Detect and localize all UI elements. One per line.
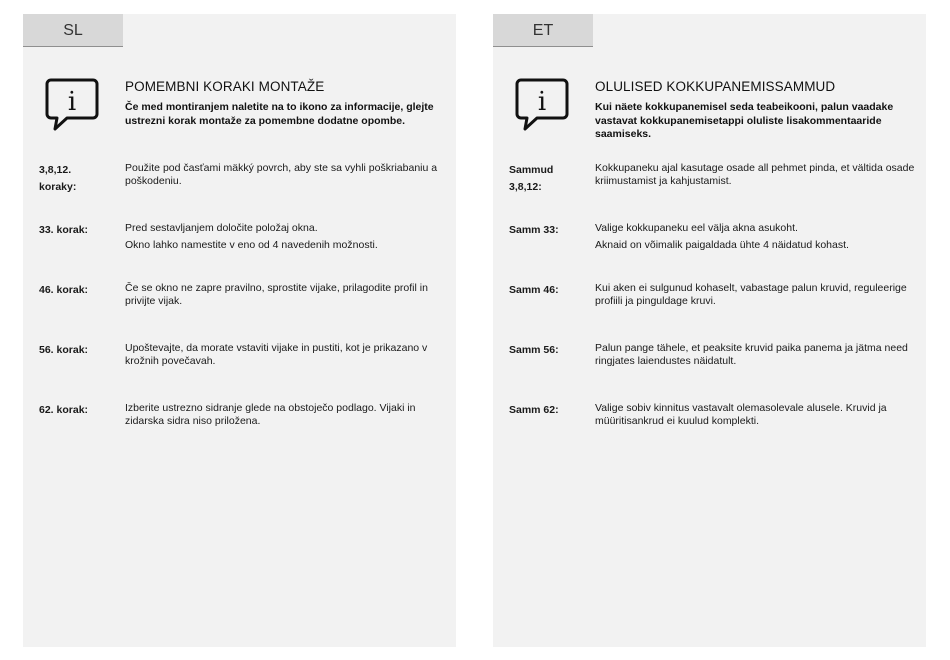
step-text: Valige kokkupaneku eel välja akna asukoht. Aknaid on võimalik paigaldada ühte 4 näidatud kohast. — [595, 222, 849, 251]
step-label: 46. korak: — [39, 284, 89, 296]
page-sl — [23, 14, 456, 647]
step-label: Sammud 3,8,12: — [509, 164, 554, 193]
page-et — [493, 14, 926, 647]
info-speech-bubble-icon — [43, 74, 101, 134]
step-text: Pred sestavljanjem določite položaj okna. Okno lahko namestite v eno od 4 navedenih možnosti. — [125, 222, 378, 251]
step-text: Izberite ustrezno sidranje glede na obstoječo podlago. Vijaki in zidarska sidra niso priložena. — [125, 402, 416, 427]
step-label: Samm 46: — [509, 284, 559, 296]
step-label: Samm 33: — [509, 224, 559, 236]
step-label: 62. korak: — [39, 404, 89, 416]
step-label: 3,8,12. koraky: — [39, 164, 77, 193]
step-text: Valige sobiv kinnitus vastavalt olemasolevale alusele. Kruvid ja müüritisankrud ei kuulud komplekti. — [595, 402, 887, 427]
step-text: Palun pange tähele, et peaksite kruvid paika panema ja jätma need ringjates laiendustes näidatult. — [595, 342, 908, 367]
step-label: 33. korak: — [39, 224, 89, 236]
step-text: Kui aken ei sulgunud kohaselt, vabastage palun kruvid, reguleerige profiili ja pinguldage kruvi. — [595, 282, 907, 307]
step-text: Použite pod časťami mäkký povrch, aby ste sa vyhli poškriabaniu a poškodeniu. — [125, 162, 438, 187]
info-speech-bubble-icon — [513, 74, 571, 134]
svg-text:i: i — [537, 87, 547, 117]
step-label: 56. korak: — [39, 344, 89, 356]
section-title: OLULISED KOKKUPANEMISSAMMUD — [595, 79, 836, 94]
svg-text:i: i — [67, 87, 77, 117]
section-subtitle: Kui näete kokkupanemisel seda teabeikooni, palun vaadake vastavat kokkupanemisetappi oluliste lisakommentaaride saamiseks. — [595, 101, 894, 140]
language-tab-sl: SL — [23, 14, 123, 47]
section-subtitle: Če med montiranjem naletite na to ikono za informacije, glejte ustrezni korak montaže za pomembne dodatne opombe. — [125, 101, 434, 127]
language-tab-et: ET — [493, 14, 593, 47]
step-text: Upoštevajte, da morate vstaviti vijake in pustiti, kot je prikazano v krožnih povečavah. — [125, 342, 428, 367]
step-label: Samm 62: — [509, 404, 559, 416]
step-label: Samm 56: — [509, 344, 559, 356]
section-title: POMEMBNI KORAKI MONTAŽE — [125, 79, 325, 94]
step-text: Kokkupaneku ajal kasutage osade all pehmet pinda, et vältida osade kriimustamist ja kahjustamist. — [595, 162, 915, 187]
step-text: Če se okno ne zapre pravilno, sprostite vijake, prilagodite profil in privijte vijak. — [125, 282, 428, 307]
